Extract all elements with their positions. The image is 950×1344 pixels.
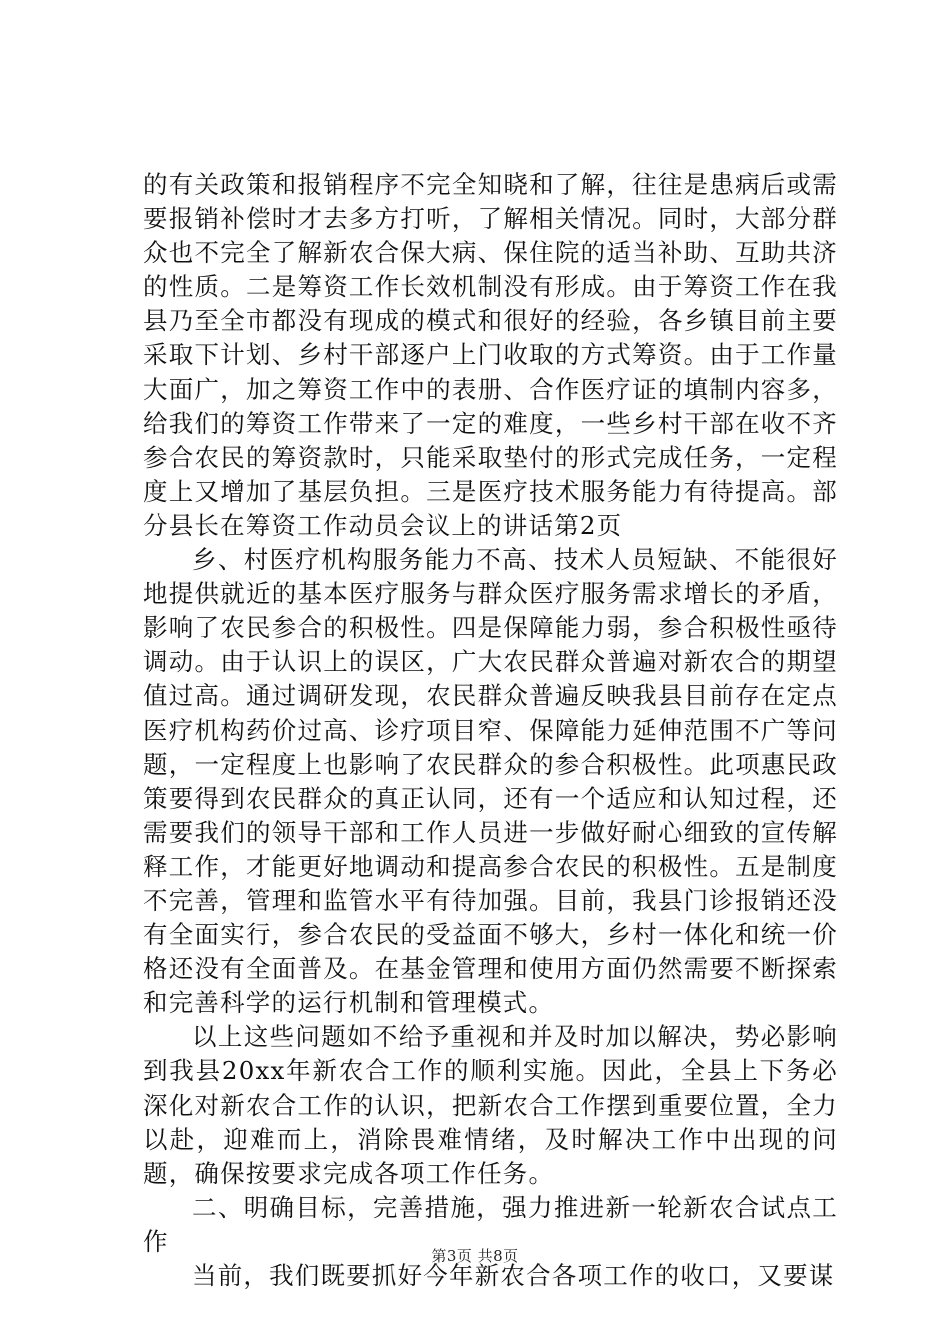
paragraph-2: 乡、村医疗机构服务能力不高、技术人员短缺、不能很好地提供就近的基本医疗服务与群众医疗服务需求增长的矛盾，影响了农民参合的积极性。四是保障能力弱，参合积极性亟待调动。由于认识上的误区，广大农民群众普遍对新农合的期望值过高。通过调研发现，农民群众普遍反映我县目前存在定点医疗机构药价过高、诊疗项目窄、保障能力延伸范围不广等问题，一定程度上也影响了农民群众的参合积极性。此项惠民政策要得到农民群众的真正认同，还有一个适应和认知过程，还需要我们的领导干部和工作人员进一步做好耐心细致的宣传解释工作，才能更好地调动和提高参合农民的积极性。五是制度不完善，管理和监管水平有待加强。目前，我县门诊报销还没有全面实行，参合农民的受益面不够大，乡村一体化和统一价格还没有全面普及。在基金管理和使用方面仍然需要不断探索和完善科学的运行机制和管理模式。	[143, 545, 838, 1018]
page-footer: 第3页 共8页	[431, 1247, 519, 1265]
section-heading: 二、明确目标，完善措施，强力推进新一轮新农合试点工作	[143, 1192, 838, 1256]
document-body	[143, 168, 838, 1293]
paragraph-3: 以上这些问题如不给予重视和并及时加以解决，势必影响到我县20xx年新农合工作的顺利实施。因此，全县上下务必深化对新农合工作的认识，把新农合工作摆到重要位置，全力以赴，迎难而上，消除畏难情绪，及时解决工作中出现的问题，确保按要求完成各项工作任务。	[143, 1022, 838, 1188]
paragraph-1: 的有关政策和报销程序不完全知晓和了解，往往是患病后或需要报销补偿时才去多方打听，了解相关情况。同时，大部分群众也不完全了解新农合保大病、保住院的适当补助、互助共济的性质。二是筹资工作长效机制没有形成。由于筹资工作在我县乃至全市都没有现成的模式和很好的经验，各乡镇目前主要采取下计划、乡村干部逐户上门收取的方式筹资。由于工作量大面广，加之筹资工作中的表册、合作医疗证的填制内容多，给我们的筹资工作带来了一定的难度，一些乡村干部在收不齐参合农民的筹资款时，只能采取垫付的形式完成任务，一定程度上又增加了基层负担。三是医疗技术服务能力有待提高。部分县长在筹资工作动员会议上的讲话第2页	[143, 170, 838, 540]
paragraph-4: 当前，我们既要抓好今年新农合各项工作的收口，又要谋	[192, 1261, 835, 1290]
